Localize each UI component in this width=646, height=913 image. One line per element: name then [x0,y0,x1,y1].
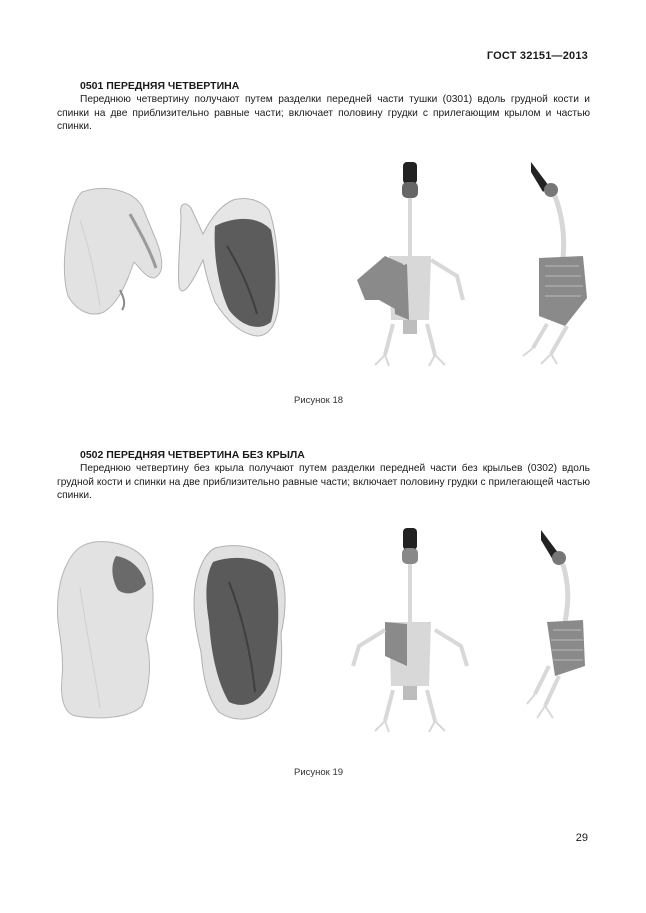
skeleton-side-view-18 [505,158,605,370]
photo-front-quarter-skin [60,180,170,330]
document-header-standard: ГОСТ 32151—2013 [486,50,588,62]
photo-front-quarter-no-wing-meat [185,542,295,727]
section-text-0501: Переднюю четвертину получают путем разделки передней части тушки (0301) вдоль грудной кости и спинки на две приблизительно равные части; включает половину грудки с прилегающим крылом и частью спинки. [57,94,590,133]
page-number: 29 [575,832,588,844]
figure-19 [50,528,600,738]
caption-figure-19: Рисунок 19 [294,767,344,778]
section-title-0502: 0502 ПЕРЕДНЯЯ ЧЕТВЕРТИНА БЕЗ КРЫЛА [80,449,305,461]
photo-front-quarter-no-wing-skin [50,538,160,723]
photo-front-quarter-meat [175,186,285,346]
skeleton-front-view-18 [345,160,475,370]
caption-figure-18: Рисунок 18 [294,395,344,406]
section-title-0501: 0501 ПЕРЕДНЯЯ ЧЕТВЕРТИНА [80,80,240,92]
skeleton-front-view-19 [345,526,475,736]
section-text-0502: Переднюю четвертину без крыла получают путем разделки передней части без крыльев (0302) вдоль грудной кости и спинки на две приблизительно равные части; включает половину грудки с прилегающей частью спинки. [57,463,590,502]
figure-18 [60,180,600,380]
skeleton-side-view-19 [525,526,625,738]
